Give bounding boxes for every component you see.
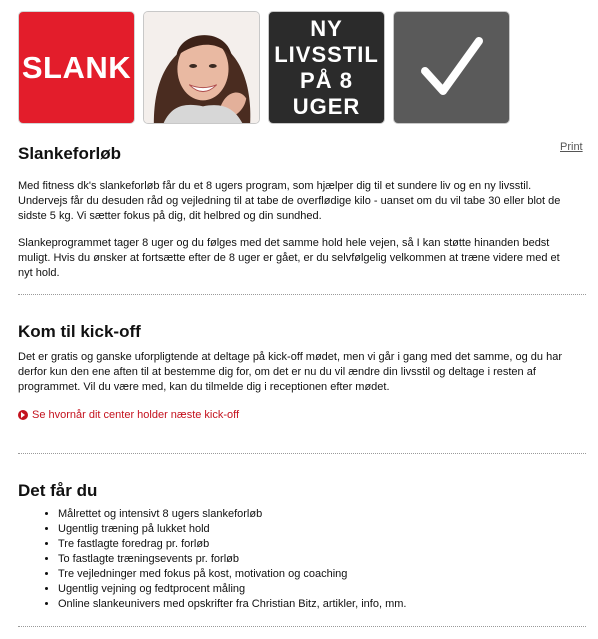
list-item: • To fastlagte træningsevents pr. forløb (58, 552, 406, 567)
banner (18, 11, 510, 124)
divider (18, 294, 586, 295)
banner-photo-tile (143, 11, 260, 124)
banner-slank-text: SLANK (21, 49, 132, 85)
list-item: • Ugentlig træning på lukket hold (58, 522, 406, 537)
section-title-kickoff: Kom til kick-off (18, 322, 141, 341)
list-item: • Målrettet og intensivt 8 ugers slankeforløb (58, 507, 406, 522)
list-item: • Tre vejledninger med fokus på kost, motivation og coaching (58, 567, 406, 582)
print-link[interactable]: Print (560, 141, 583, 153)
banner-livsstil-line1: NY LIVSSTIL (274, 15, 379, 67)
kickoff-link-label: Se hvornår dit center holder næste kick-off (32, 409, 240, 421)
list-item: • Online slankeunivers med opskrifter fra Christian Bitz, artikler, info, mm. (58, 597, 406, 612)
checkmark-icon (417, 33, 487, 103)
intro-paragraph-2: Slankeprogrammet tager 8 uger og du følges med det samme hold hele vejen, så I kan støtte hinanden bedst muligt. Hvis du ønsker at fortsætte efter de 8 uger er gået, er du selvfølgelig velkommen at træne videre med et nyt hold. (18, 237, 560, 279)
banner-tile-check (393, 11, 510, 124)
woman-photo-icon (144, 11, 259, 124)
list-item: • Ugentlig vejning og fedtprocent måling (58, 582, 406, 597)
intro-paragraph-1: Med fitness dk's slankeforløb får du et 8 ugers program, som hjælper dig til et sundere liv og en ny livsstil. Undervejs får du desuden råd og vejledning til at tabe de overflødige kilo - uanset om du vil tabe 30 eller blot de sidste 5 kg. Vi sætter fokus på dig, dit helbred og din sundhed. (18, 180, 561, 222)
section-title-slankeforloeb: Slankeforløb (18, 144, 121, 163)
section-title-benefits: Det får du (18, 481, 98, 500)
banner-tile-slank (18, 11, 135, 124)
divider (18, 453, 586, 454)
list-item: • Tre fastlagte foredrag pr. forløb (58, 537, 406, 552)
arrow-right-icon (18, 410, 28, 420)
kickoff-schedule-link[interactable] (18, 409, 239, 421)
banner-livsstil-line2: PÅ 8 UGER (292, 67, 361, 119)
kickoff-paragraph: Det er gratis og ganske uforpligtende at deltage på kick-off mødet, men vi går i gang med det samme, og du har derfor kun den ene aften til at bestemme dig for, om det er nu du vil ændre din livsstil og deltage i resten af programmet. Vil du være med, kan du tilmelde dig i receptionen efter mødet. (18, 351, 562, 393)
banner-tile-livsstil (268, 11, 385, 124)
benefits-list (42, 507, 406, 612)
divider (18, 626, 586, 627)
